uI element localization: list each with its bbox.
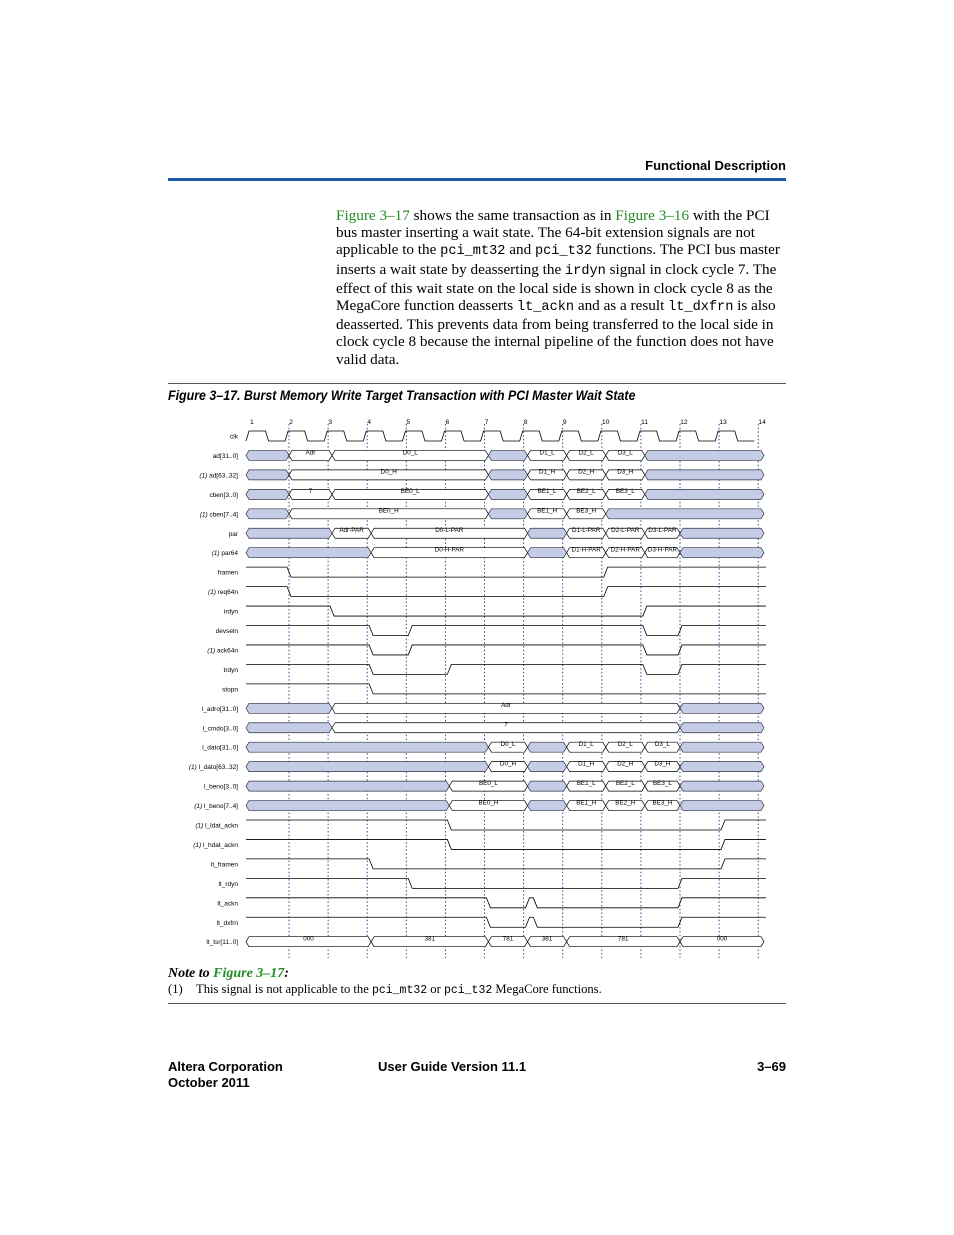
bus-value-label: BE0_L	[400, 488, 420, 496]
text-run: functions. The PCI bus master inserts a wait state by deasserting the	[336, 241, 780, 278]
clock-cycle-label: 12	[680, 419, 688, 426]
signal-label	[195, 823, 238, 830]
text-run: or	[427, 982, 444, 996]
text-run: with the PCI bus master inserting a wait state. The 64-bit extension signals are not applicable to the	[336, 207, 770, 259]
bus-value-label: 7	[308, 488, 313, 496]
bus-value-label: BE0_L	[478, 779, 498, 787]
bus-value-label: 7	[504, 721, 508, 729]
signal-label	[202, 745, 238, 752]
figure-caption: Figure 3–17. Burst Memory Write Target Transaction with PCI Master Wait State	[168, 388, 636, 403]
text-run: and as a result	[574, 297, 669, 315]
signal-name: lt_tsr[11..0]	[206, 939, 238, 947]
bus-idle-segment	[246, 470, 289, 480]
bus-idle-segment	[246, 509, 289, 519]
signal-name: cben[3..0]	[209, 491, 238, 499]
signal-name: l_beno[7..4]	[204, 803, 238, 811]
bus-value-label: D3_H	[654, 760, 671, 768]
bus-idle-segment	[488, 470, 527, 480]
text-run: shows the same transaction as in	[409, 207, 616, 224]
bus-idle-segment	[246, 528, 332, 538]
code-term: pci_t32	[443, 984, 493, 997]
signal-label	[204, 784, 238, 791]
signal-label	[206, 939, 238, 946]
clock-cycle-label: 14	[758, 419, 766, 426]
signal-name: ad[31..0]	[212, 452, 238, 460]
bus-value-label: Adr	[501, 702, 511, 710]
signal-waveform	[246, 917, 766, 927]
signal-note-marker: (1)	[188, 764, 199, 772]
bus-value-label: D1-H-PAR	[571, 546, 601, 554]
bus-idle-segment	[645, 489, 764, 499]
signal-waveform	[246, 898, 766, 908]
signal-waveform	[246, 587, 766, 597]
bus-value-label: 000	[303, 935, 314, 943]
clock-cycle-label: 4	[367, 419, 372, 426]
bus-idle-segment	[246, 742, 488, 752]
signal-label	[193, 842, 238, 849]
note-item-text	[196, 982, 602, 996]
bus-value-label: BE3_H	[652, 799, 673, 807]
bus-value-label: D3-L-PAR	[648, 527, 677, 535]
body-paragraph	[336, 207, 788, 368]
signal-label	[218, 881, 238, 888]
signal-note-marker: (1)	[208, 589, 218, 597]
bus-value-label: BE0_H	[478, 799, 499, 807]
bus-idle-segment	[606, 509, 764, 519]
signal-note-marker: (1)	[199, 511, 210, 519]
signal-name: ad[63..32]	[209, 472, 238, 480]
bus-value-label: D1_L	[539, 449, 555, 457]
signal-name: ack64n	[217, 647, 238, 655]
signal-name: stopn	[222, 686, 238, 694]
bus-value-label: BE1_L	[537, 488, 557, 496]
signal-label	[209, 492, 238, 499]
bus-value-label: D2_H	[578, 468, 595, 476]
signal-name: l_adro[31..0]	[201, 705, 238, 713]
note-bottom-rule	[168, 1003, 786, 1004]
clock-cycle-label: 9	[562, 419, 567, 426]
note-title	[168, 966, 289, 982]
signal-name: framen	[217, 569, 238, 577]
bus-idle-segment	[680, 723, 764, 733]
bus-value-label: 781	[618, 935, 629, 943]
bus-idle-segment	[246, 762, 488, 772]
bus-value-label: BE2_L	[576, 488, 596, 496]
bus-idle-segment	[246, 450, 289, 460]
code-term: lt_dxfrn	[668, 300, 734, 316]
bus-value-label: 381	[424, 935, 436, 943]
clock-cycle-label: 8	[523, 419, 528, 426]
timing-diagram	[168, 410, 786, 962]
signal-waveform	[246, 626, 766, 636]
bus-value-label: D2_L	[578, 449, 594, 457]
bus-value-label: BE3_L	[615, 488, 635, 496]
signal-name: cben[7..4]	[209, 511, 238, 519]
signal-name: lt_dxfrn	[216, 919, 238, 927]
bus-idle-segment	[528, 781, 567, 791]
signal-label	[222, 686, 238, 693]
note-item	[168, 982, 602, 997]
clock-cycle-label: 2	[289, 419, 293, 426]
code-term: pci_mt32	[371, 984, 428, 997]
bus-value-label: D0_H	[380, 468, 397, 476]
signal-label	[213, 453, 238, 460]
signal-name: trdyn	[223, 666, 238, 674]
footer-left	[168, 1059, 283, 1090]
bus-value-label: Adr	[305, 449, 316, 457]
code-term: lt_ackn	[516, 300, 575, 316]
signal-label	[194, 803, 238, 810]
signal-note-marker: (1)	[199, 472, 210, 480]
signal-label	[212, 550, 239, 557]
bus-value-label: BE2_H	[615, 799, 636, 807]
clock-cycle-label: 3	[328, 419, 332, 426]
code-term: pci_t32	[534, 244, 593, 260]
figure-link[interactable]: Figure 3–16	[615, 207, 690, 224]
running-header-title: Functional Description	[645, 158, 786, 173]
signal-name: irdyn	[223, 608, 238, 616]
bus-idle-segment	[528, 548, 567, 558]
bus-idle-segment	[528, 528, 567, 538]
note-title-prefix: Note to	[168, 966, 214, 981]
footer-company: Altera Corporation	[168, 1059, 283, 1074]
bus-value-label: D2-L-PAR	[611, 527, 640, 535]
signal-label	[218, 570, 239, 577]
bus-idle-segment	[488, 489, 527, 499]
signal-waveform	[246, 606, 766, 616]
signal-name: l_dato[63..32]	[198, 764, 238, 772]
bus-idle-segment	[645, 450, 764, 460]
bus-idle-segment	[246, 489, 289, 499]
footer-page-number: 3–69	[757, 1059, 786, 1074]
signal-name: par64	[221, 550, 238, 558]
bus-value-label: D0_L	[500, 741, 516, 748]
bus-idle-segment	[680, 762, 764, 772]
bus-value-label: BE2_L	[615, 779, 635, 787]
bus-value-label: D3_L	[654, 741, 670, 748]
signal-waveform	[246, 878, 766, 888]
signal-label	[207, 647, 238, 654]
footer-date: October 2011	[168, 1074, 250, 1090]
clock-cycle-label: 10	[601, 419, 610, 426]
signal-label	[224, 609, 238, 616]
signal-label	[216, 628, 239, 635]
bus-value-label: D1_L	[578, 741, 594, 748]
bus-idle-segment	[246, 548, 371, 558]
header-rule	[168, 178, 786, 181]
bus-value-label: D3_L	[617, 449, 633, 457]
bus-idle-segment	[246, 703, 332, 713]
signal-name: l_hdat_ackn	[202, 841, 238, 849]
signal-waveform	[246, 820, 766, 830]
signal-note-marker: (1)	[207, 647, 218, 655]
bus-value-label: BE1_H	[576, 799, 597, 807]
signal-note-marker: (1)	[193, 841, 203, 849]
signal-label	[224, 667, 239, 674]
signal-name: l_dato[31..0]	[202, 744, 238, 752]
signal-waveform	[246, 839, 766, 849]
bus-idle-segment	[645, 470, 764, 480]
bus-idle-segment	[680, 801, 764, 811]
signal-name: req64n	[217, 589, 238, 597]
signal-label	[203, 725, 239, 732]
text-run: This signal is not applicable to the	[196, 982, 372, 996]
bus-value-label: 781	[502, 935, 514, 943]
bus-value-label: D1-L-PAR	[572, 527, 601, 535]
bus-idle-segment	[246, 781, 449, 791]
bus-idle-segment	[680, 742, 764, 752]
code-term: pci_mt32	[440, 244, 506, 260]
signal-name: par	[228, 530, 238, 538]
signal-note-marker: (1)	[195, 822, 206, 830]
clock-cycle-label: 6	[445, 419, 450, 426]
signal-waveform	[246, 684, 766, 694]
note-item-number: (1)	[168, 982, 183, 996]
bus-value-label: D1_H	[539, 468, 556, 476]
bus-value-label: D2_H	[617, 760, 634, 768]
bus-value-label: D0_L	[402, 449, 418, 457]
bus-value-label: D3-H-PAR	[647, 546, 678, 554]
bus-idle-segment	[246, 801, 449, 811]
signal-waveform	[246, 664, 766, 674]
text-run: MegaCore functions.	[492, 982, 602, 996]
signal-name: lt_rdyn	[218, 880, 238, 888]
clock-waveform	[246, 431, 754, 441]
bus-idle-segment	[246, 723, 332, 733]
signal-name: lt_framen	[210, 861, 238, 869]
signal-waveform	[246, 567, 766, 577]
bus-idle-segment	[528, 762, 567, 772]
signal-waveform	[246, 645, 766, 655]
signal-note-marker: (1)	[194, 803, 205, 811]
bus-value-label: BE3_L	[652, 779, 672, 787]
figure-link[interactable]: Figure 3–17	[336, 207, 410, 224]
bus-value-label: BE3_H	[576, 507, 597, 515]
signal-label	[230, 434, 239, 441]
clock-cycle-label: 11	[641, 419, 649, 426]
bus-value-label: 000	[716, 935, 728, 943]
signal-label	[217, 920, 239, 927]
bus-idle-segment	[680, 781, 764, 791]
bus-value-label: D2_L	[617, 741, 633, 748]
clock-cycle-label: 7	[484, 419, 489, 426]
signal-note-marker: (1)	[211, 550, 222, 558]
bus-value-label: BE1_L	[576, 779, 596, 787]
bus-value-label: D3_H	[617, 468, 634, 476]
footer-version: User Guide Version 11.1	[378, 1059, 527, 1074]
bus-value-label: D0_H	[499, 760, 517, 768]
bus-idle-segment	[528, 742, 567, 752]
signal-name: l_beno[3..0]	[204, 783, 238, 791]
bus-value-label: D0-H-PAR	[434, 546, 464, 554]
bus-idle-segment	[488, 450, 527, 460]
bus-idle-segment	[528, 801, 567, 811]
signal-label	[199, 472, 238, 479]
figure-top-rule	[168, 383, 786, 384]
bus-value-label: BE1_H	[537, 507, 558, 515]
code-term: irdyn	[565, 263, 606, 279]
bus-idle-segment	[680, 548, 764, 558]
signal-waveform	[246, 859, 766, 869]
text-run: is also deasserted. This prevents data from being transferred to the local side in clock cycle 8 because the internal pipeline of the function does not have valid data.	[336, 297, 776, 368]
signal-label	[217, 900, 238, 907]
signal-label	[189, 764, 238, 771]
clock-cycle-label: 5	[406, 419, 411, 426]
clock-cycle-label: 13	[719, 419, 727, 426]
bus-value-label: D1_H	[578, 760, 595, 768]
bus-value-label: D2-H-PAR	[610, 546, 640, 554]
signal-name: lt_ackn	[217, 900, 238, 908]
bus-value-label: Adr-PAR	[339, 527, 364, 535]
signal-label	[211, 861, 238, 868]
signal-name: clk	[230, 433, 238, 441]
signal-label	[229, 531, 239, 538]
signal-name: devseln	[215, 628, 238, 635]
bus-value-label: D0-L-PAR	[435, 527, 464, 535]
signal-name: l_cmdo[3..0]	[202, 725, 238, 733]
bus-idle-segment	[680, 703, 764, 713]
signal-label	[208, 589, 238, 596]
clock-cycle-label: 1	[250, 419, 254, 426]
bus-idle-segment	[488, 509, 527, 519]
note-figure-link[interactable]: Figure 3–17	[213, 966, 285, 981]
signal-name: l_ldat_ackn	[205, 822, 238, 830]
signal-label	[202, 706, 238, 713]
text-run: and	[505, 241, 535, 259]
bus-value-label: 381	[541, 935, 553, 943]
bus-value-label: BE0_H	[378, 507, 399, 515]
text-run: signal in clock cycle 7. The effect of this wait state on the local side is shown in clock cycle 8 as the MegaCore function deasserts	[336, 260, 777, 315]
bus-idle-segment	[680, 528, 764, 538]
note-title-suffix: :	[284, 966, 289, 981]
signal-label	[200, 511, 238, 518]
